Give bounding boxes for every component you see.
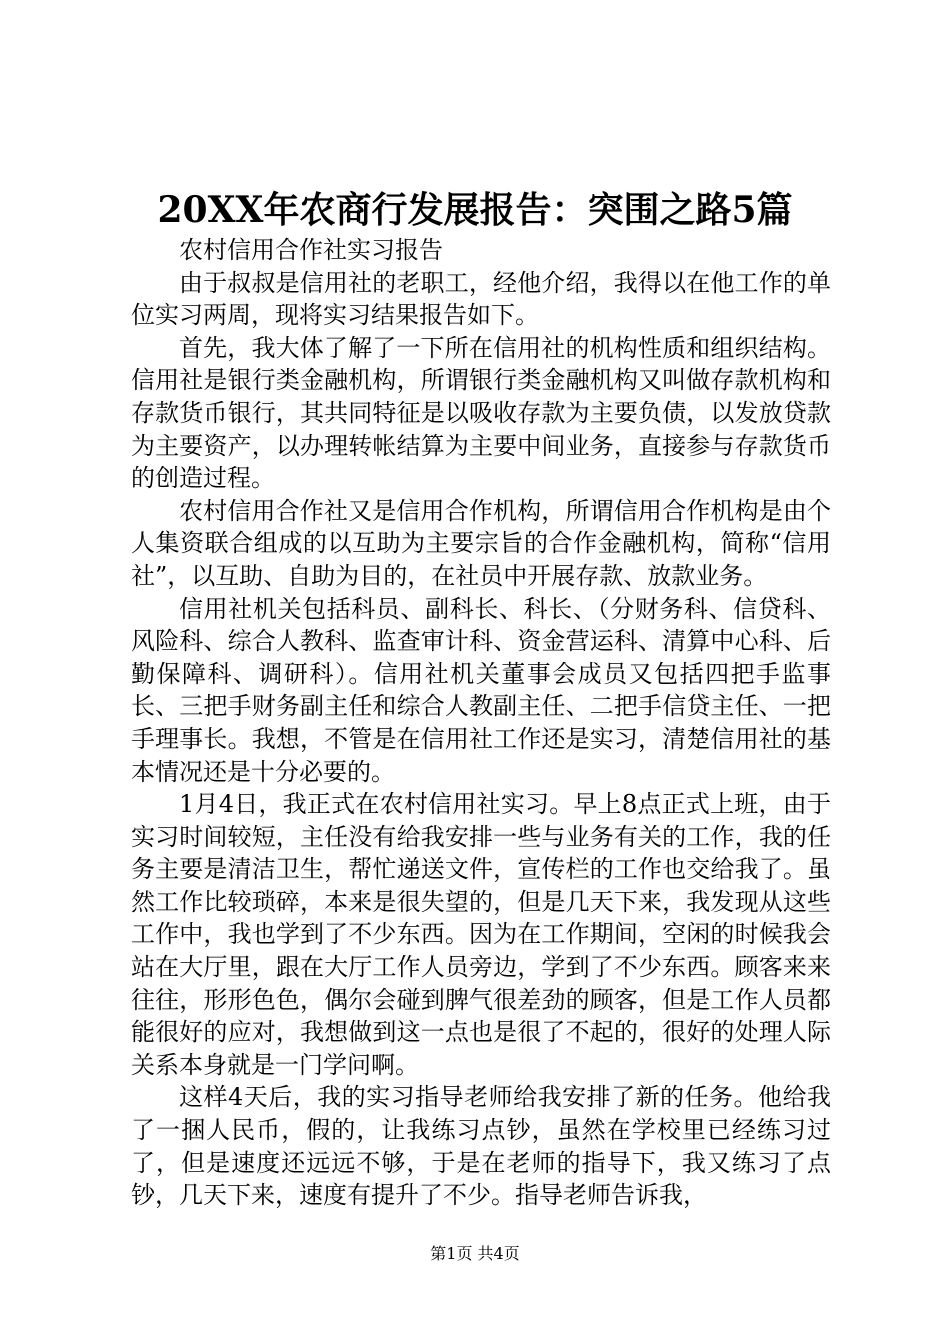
paragraph: 1月4日，我正式在农村信用社实习。早上8点正式上班，由于实习时间较短，主任没有给我安排一些与业务有关的工作，我的任务主要是清洁卫生，帮忙递送文件，宣传栏的工作也交给我了。虽然工作比较琐碎，本来是很失望的，但是几天下来，我发现从这些工作中，我也学到了不少东西。因为在工作期间，空闲的时候我会站在大厅里，跟在大厅工作人员旁边，学到了不少东西。顾客来来往往，形形色色，偶尔会碰到脾气很差劲的顾客，但是工作人员都能很好的应对，我想做到这一点也是很了不起的，很好的处理人际关系本身就是一门学问啊。 bbox=[131, 790, 831, 1079]
page-number-footer: 第1页 共4页 bbox=[430, 1244, 520, 1263]
paragraph-subtitle: 农村信用合作社实习报告 bbox=[179, 236, 443, 264]
paragraph: 这样4天后，我的实习指导老师给我安排了新的任务。他给我了一捆人民币，假的，让我练习点钞，虽然在学校里已经练习过了，但是速度还远远不够，于是在老师的指导下，我又练习了点钞，几天下来，速度有提升了不少。指导老师告诉我， bbox=[131, 1083, 831, 1210]
paragraph: 由于叔叔是信用社的老职工，经他介绍，我得以在他工作的单位实习两周，现将实习结果报告如下。 bbox=[131, 268, 831, 330]
document-title: 20XX年农商行发展报告：突围之路5篇 bbox=[157, 189, 793, 231]
paragraph: 农村信用合作社又是信用合作机构，所谓信用合作机构是由个人集资联合组成的以互助为主要宗旨的合作金融机构，简称“信用社”，以互助、自助为目的，在社员中开展存款、放款业务。 bbox=[131, 496, 831, 590]
document-body bbox=[131, 234, 831, 1212]
paragraph: 首先，我大体了解了一下所在信用社的机构性质和组织结构。信用社是银行类金融机构，所谓银行类金融机构又叫做存款机构和存款货币银行，其共同特征是以吸收存款为主要负债，以发放贷款为主要资产，以办理转帐结算为主要中间业务，直接参与存款货币的创造过程。 bbox=[131, 333, 831, 493]
paragraph: 信用社机关包括科员、副科长、科长、（分财务科、信贷科、风险科、综合人教科、监查审计科、资金营运科、清算中心科、后勤保障科、调研科）。信用社机关董事会成员又包括四把手监事长、三把手财务副主任和综合人教副主任、二把手信贷主任、一把手理事长。我想，不管是在信用社工作还是实习，清楚信用社的基本情况还是十分必要的。 bbox=[131, 594, 831, 786]
